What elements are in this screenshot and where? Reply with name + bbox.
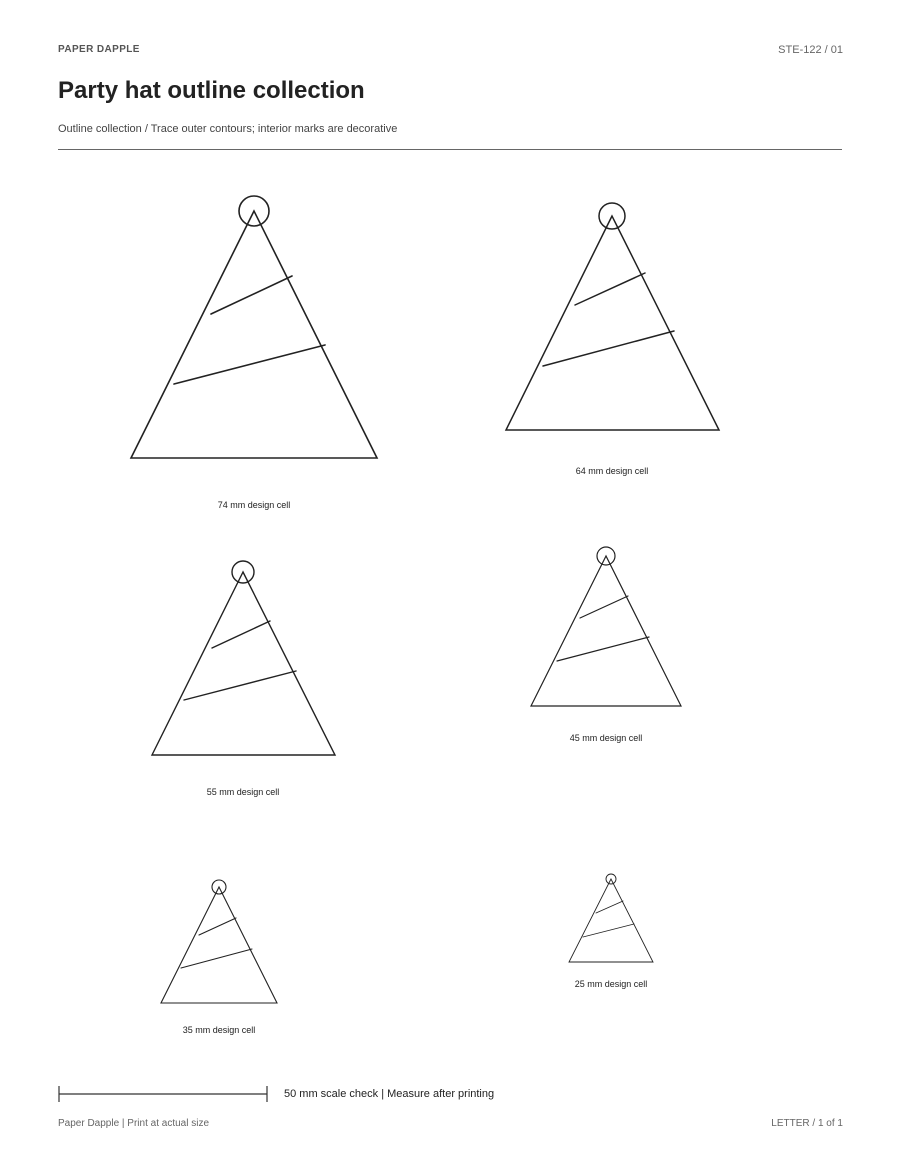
footer-page-info: LETTER / 1 of 1 <box>771 1118 843 1129</box>
scale-check-text: 50 mm scale check | Measure after printing <box>284 1088 495 1100</box>
party-hat-74mm <box>131 196 377 458</box>
party-hat-64mm <box>506 203 719 430</box>
page-title: Party hat outline collection <box>58 77 365 104</box>
cell-label-35mm: 35 mm design cell <box>182 1025 256 1035</box>
brand-name: PAPER DAPPLE <box>58 44 140 55</box>
scale-bar <box>58 1085 268 1103</box>
cell-label-55mm: 55 mm design cell <box>206 787 280 797</box>
cell-label-74mm: 74 mm design cell <box>217 500 291 510</box>
party-hat-45mm <box>531 547 681 706</box>
party-hat-25mm <box>569 874 653 962</box>
party-hat-35mm <box>161 880 277 1003</box>
footer-note: Paper Dapple | Print at actual size <box>58 1118 210 1129</box>
cell-label-64mm: 64 mm design cell <box>575 466 649 476</box>
party-hat-55mm <box>152 561 335 755</box>
cell-label-45mm: 45 mm design cell <box>569 733 643 743</box>
cell-label-25mm: 25 mm design cell <box>574 979 648 989</box>
document-id: STE-122 / 01 <box>778 44 843 56</box>
page-subtitle: Outline collection / Trace outer contours; interior marks are decorative <box>58 123 398 135</box>
